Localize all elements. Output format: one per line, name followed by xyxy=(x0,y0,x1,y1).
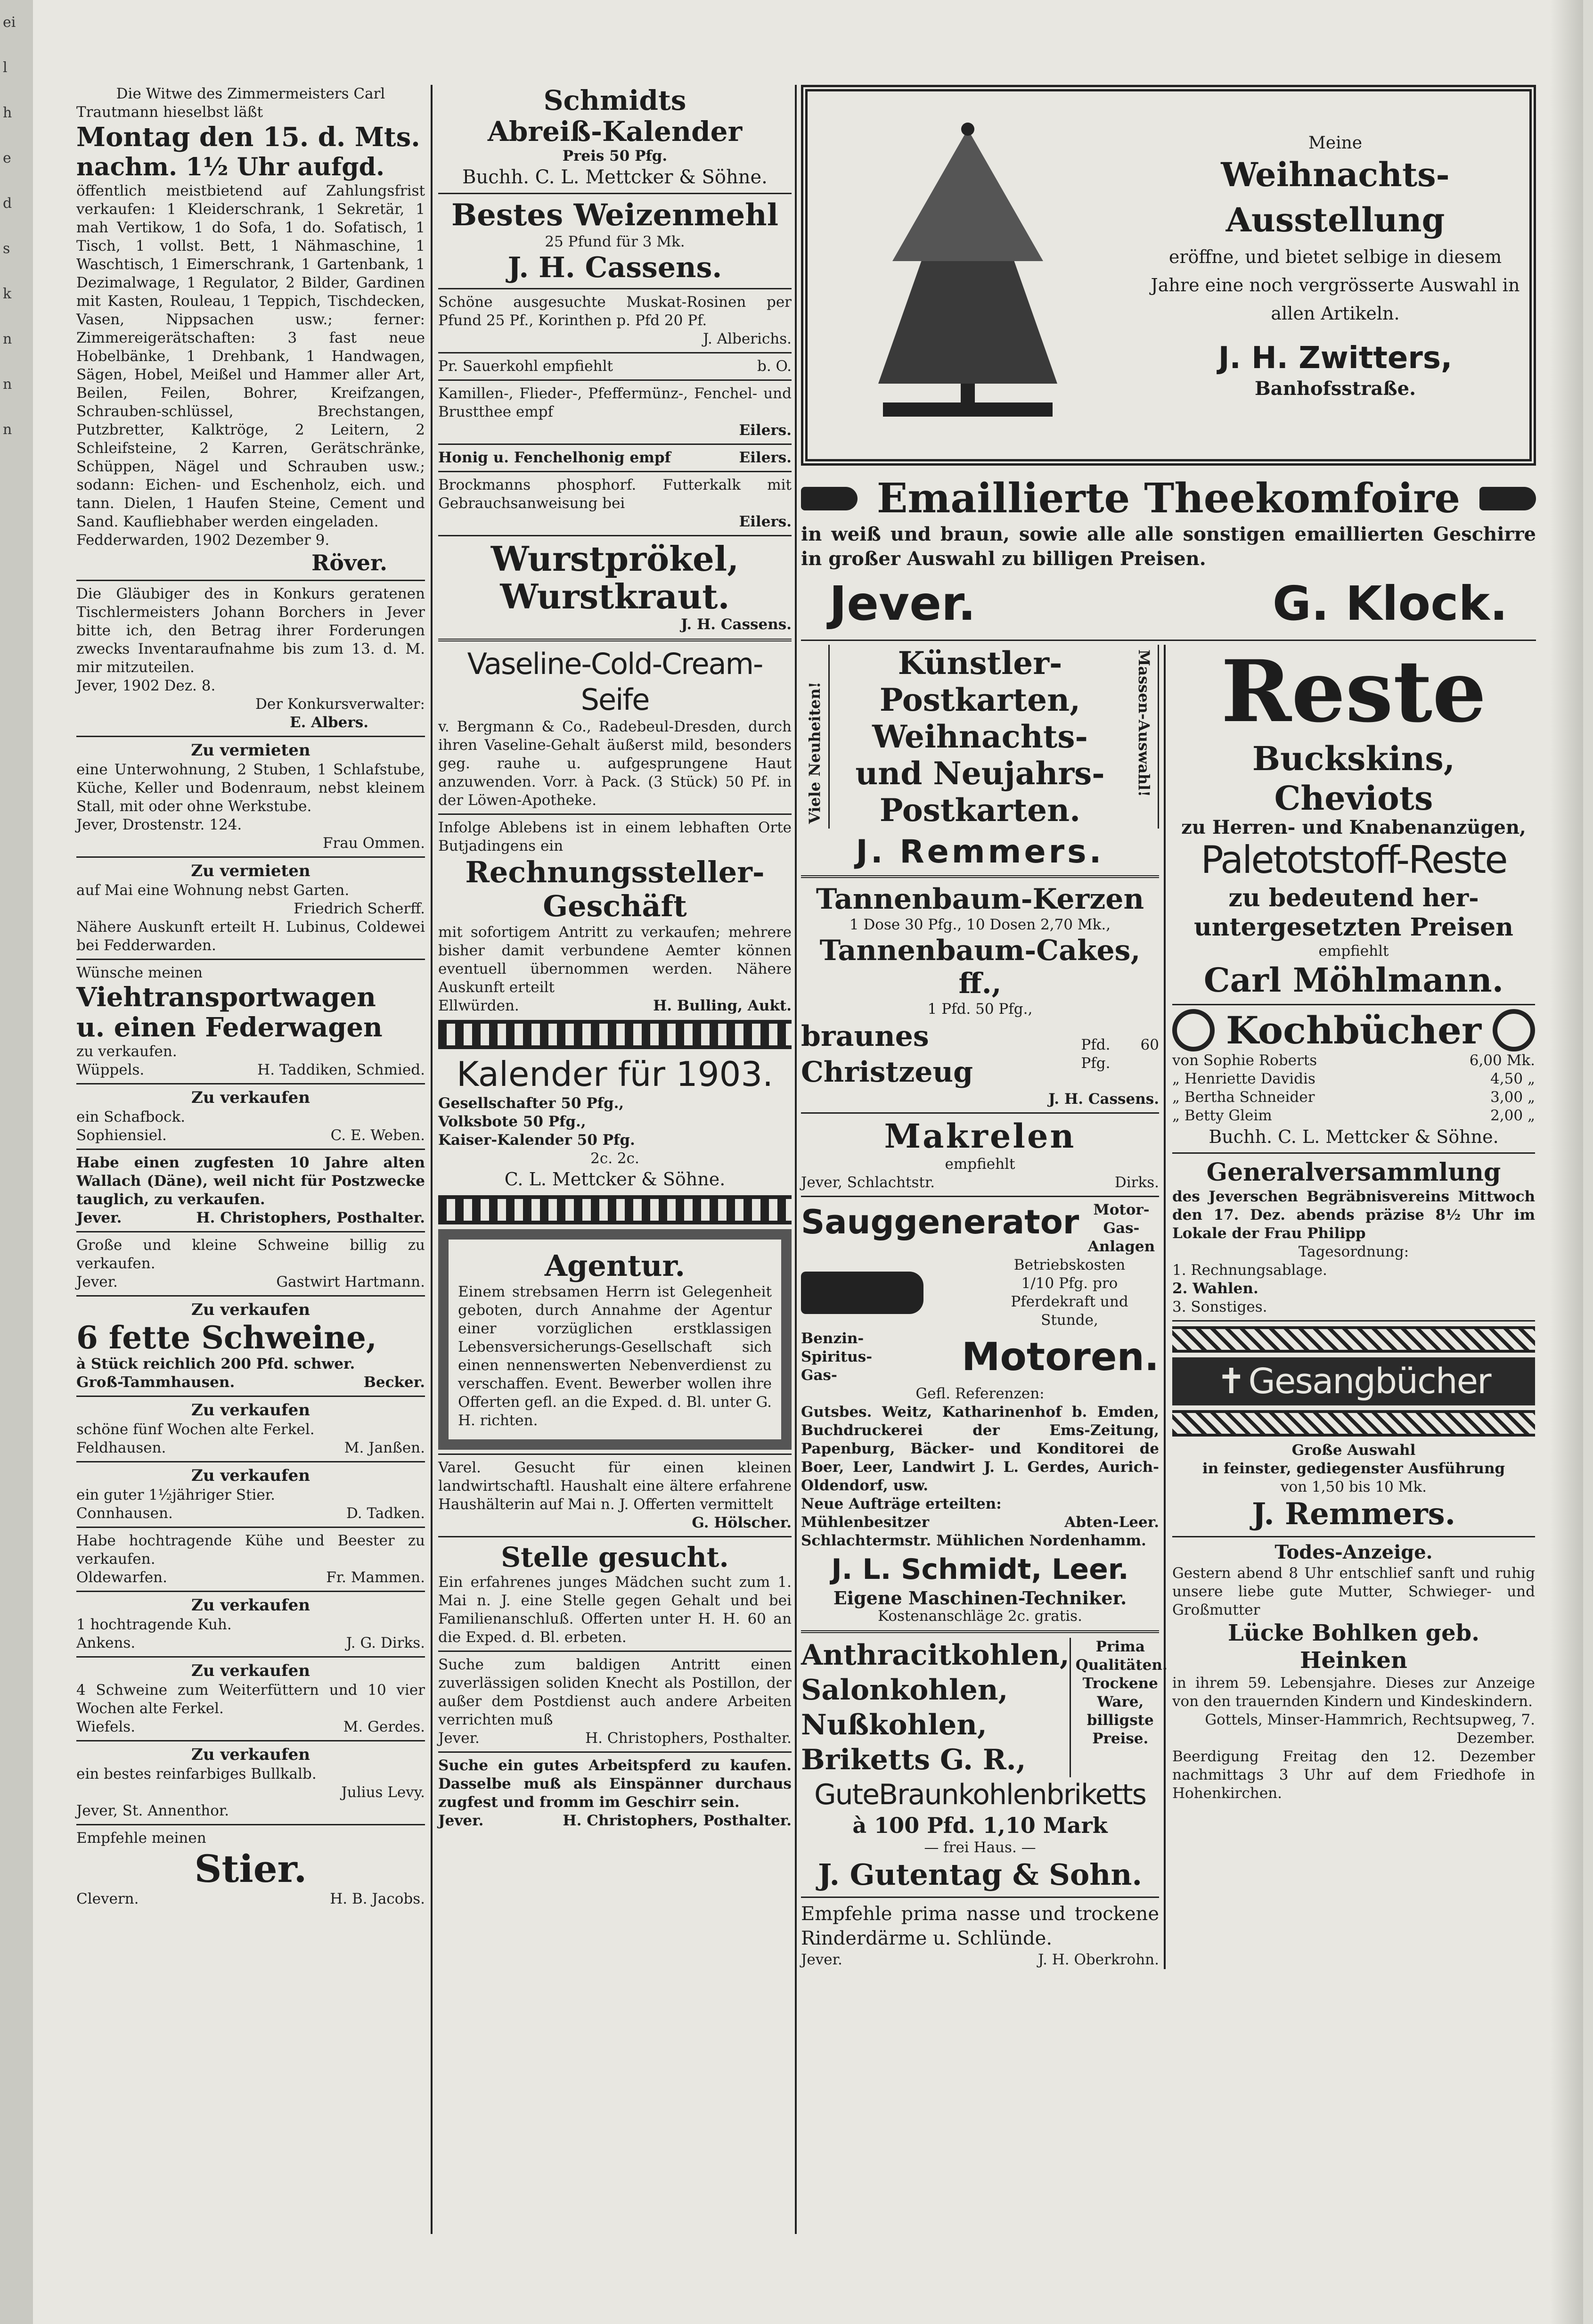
ad-title: Agentur. xyxy=(544,1248,686,1283)
ad-signature: J. H. Oberkrohn. xyxy=(1038,1951,1159,1968)
ad-sidebar: Prima Qualitäten. xyxy=(1075,1638,1168,1674)
ad-heading: Zu vermieten xyxy=(191,741,310,760)
ad-body: 4 Schweine zum Weiterfüttern und 10 vier Wochen alte Ferkel. xyxy=(76,1682,425,1717)
ad-body: eröffne, und bietet selbige in diesem Jahre eine noch vergrösserte Auswahl in allen Artikeln. xyxy=(1151,246,1520,324)
rosette-icon xyxy=(1172,1009,1215,1051)
ad-signature: J. H. Cassens. xyxy=(1048,1091,1159,1108)
ad-signature: J. Gutentag & Sohn. xyxy=(817,1857,1143,1892)
ad-signature: H. Christophers, Posthalter. xyxy=(585,1730,792,1747)
ornament-border xyxy=(1172,1326,1535,1353)
item-price: 2,00 „ xyxy=(1490,1107,1535,1124)
ad-heading: Zu verkaufen xyxy=(191,1401,310,1420)
ad-signature: Eilers. xyxy=(739,422,792,439)
ad-text: Wünsche meinen xyxy=(76,964,203,981)
ad-place: Jever. xyxy=(438,1812,484,1829)
ad-signature: Julius Levy. xyxy=(341,1784,425,1801)
horse-wanted-ad xyxy=(438,1757,792,1830)
ad-title: Gesangbücher xyxy=(1248,1361,1491,1402)
sale-ad xyxy=(76,1401,425,1457)
ad-place: Jever. xyxy=(801,1951,842,1968)
ad-item: Gesellschafter 50 Pfg., xyxy=(438,1095,624,1112)
right-half xyxy=(801,85,1536,1969)
ad-title: Anthracitkohlen, xyxy=(801,1639,1070,1672)
ad-place: Connhausen. xyxy=(76,1505,173,1522)
cookbook-ad xyxy=(1172,1009,1535,1149)
column-2 xyxy=(438,85,792,1830)
ad-signature: Fr. Mammen. xyxy=(326,1569,425,1586)
ad-price: 1 Pfd. 50 Pfg., xyxy=(927,1001,1033,1018)
ad-signature: Röver. xyxy=(311,550,387,575)
pig-sale-ad xyxy=(76,1300,425,1392)
ad-title: Abreiß-Kalender xyxy=(487,115,743,148)
pointing-hand-icon xyxy=(801,1272,923,1314)
ad-signature: J. Remmers. xyxy=(1252,1496,1455,1532)
ad-title: Wurstkraut. xyxy=(500,576,730,616)
ad-text: Meine xyxy=(1308,133,1363,153)
ad-text: Kostenanschläge 2c. gratis. xyxy=(878,1608,1082,1625)
ad-body: Varel. Gesucht für einen kleinen landwirtschaftl. Haushalt eine ältere erfahrene Haushälterin auf Mai n. J. Offerten vermittelt xyxy=(438,1459,792,1513)
ad-body: in ihrem 59. Lebensjahre. Dieses zur Anzeige von den trauernden Kindern und Kindeskindern. xyxy=(1172,1675,1535,1710)
ad-title: Todes-Anzeige. xyxy=(1274,1541,1433,1563)
business-ad xyxy=(438,819,792,1015)
ad-price: 1 Dose 30 Pfg., 10 Dosen 2,70 Mk., xyxy=(849,916,1111,933)
list-item xyxy=(1172,1107,1535,1125)
ad-text: zu Herren- und Knabenanzügen, xyxy=(1181,816,1526,838)
ad-place: Wiefels. xyxy=(76,1718,136,1735)
postcard-ad xyxy=(801,645,1159,829)
ad-body: v. Bergmann & Co., Radebeul-Dresden, durch ihren Vaseline-Gehalt äußerst mild, besonders geg. rauhe u. aufgesprungene Haut anzuwenden. Vorr. à Pack. (3 Stück) 50 Pf. in der Löwen-Apotheke. xyxy=(438,718,792,809)
ad-signature: G. Hölscher. xyxy=(692,1514,792,1531)
margin-glyph: n xyxy=(3,421,12,438)
ad-body: Honig u. Fenchelhonig empf xyxy=(438,449,671,466)
ad-text: Eigene Maschinen-Techniker. xyxy=(833,1587,1127,1609)
ad-title: Schmidts xyxy=(543,84,686,116)
ad-title: Salonkohlen, xyxy=(801,1674,1008,1707)
ad-text: Empfehle meinen xyxy=(76,1830,206,1847)
ad-title: Viehtransportwagen xyxy=(76,982,376,1013)
ad-place: Wüppels. xyxy=(76,1061,145,1078)
ad-title: Tannenbaum-Cakes, ff., xyxy=(819,934,1141,1000)
column-rule xyxy=(431,85,433,2234)
ad-body: Suche zum baldigen Antritt einen zuverlässigen soliden Knecht als Postillon, der außer dem Postdienst auch andere Arbeiten verrichten muß xyxy=(438,1656,792,1728)
ad-item: 2c. 2c. xyxy=(590,1150,639,1167)
ad-body: Brockmanns phosphorf. Futterkalk mit Gebrauchsanweisung bei xyxy=(438,476,792,512)
ad-body: Pr. Sauerkohl empfiehlt xyxy=(438,358,613,375)
ad-signature: C. E. Weben. xyxy=(330,1127,425,1144)
sale-ad xyxy=(76,1088,425,1145)
ad-heading: Zu verkaufen xyxy=(191,1466,310,1485)
tea-ad xyxy=(438,385,792,440)
ad-text: Benzin- Spiritus- Gas- xyxy=(801,1330,873,1384)
ad-title: Wurstprökel, xyxy=(490,539,739,579)
ad-sidebar: Massen-Auswahl! xyxy=(1130,645,1159,829)
ad-heading: Zu verkaufen xyxy=(191,1745,310,1764)
ad-body: 1 hochtragende Kuh. xyxy=(76,1616,232,1633)
ad-signature: Buchh. C. L. Mettcker & Söhne. xyxy=(1209,1126,1499,1147)
ad-body: Große und kleine Schweine billig zu verkaufen. xyxy=(76,1237,425,1272)
ad-sidebar: Motor-Gas-Anlagen xyxy=(1087,1201,1155,1255)
sale-ad xyxy=(76,1661,425,1736)
job-wanted-ad xyxy=(438,1541,792,1647)
ad-signature: J. G. Dirks. xyxy=(346,1634,425,1651)
ad-title: Motoren. xyxy=(961,1335,1159,1380)
ad-title: u. einen Federwagen xyxy=(76,1012,383,1043)
ad-title: braunes Christzeug xyxy=(801,1020,973,1089)
item-price: 4,50 „ xyxy=(1490,1070,1535,1087)
ad-title: Weihnachts- xyxy=(872,718,1088,755)
ad-body: Empfehle prima nasse und trockene Rinderdärme u. Schlünde. xyxy=(801,1903,1159,1949)
ad-body: Gestern abend 8 Uhr entschlief sanft und ruhig unsere liebe gute Mutter, Schwieger- und Großmutter xyxy=(1172,1565,1535,1618)
ad-place: Clevern. xyxy=(76,1890,139,1907)
ad-title: Tannenbaum-Kerzen xyxy=(816,883,1144,916)
ad-place: Feldhausen. xyxy=(76,1439,166,1456)
ad-body: Einem strebsamen Herrn ist Gelegenheit geboten, durch Annahme der Agentur einer vorzüglichen erstklassigen Lebensversicherungs-Gesellschaft sich einen nennenswerten Nebenverdienst zu verschaffen. Event. Bewerber wollen ihre Offerten gefl. an die Exped. d. Bl. unter G. H. richten. xyxy=(458,1283,772,1429)
ad-title: 6 fette Schweine, xyxy=(76,1319,377,1356)
ad-place: Jever. xyxy=(829,576,976,631)
ad-text: Die Witwe des Zimmermeisters Carl xyxy=(116,85,385,102)
sale-ad xyxy=(76,1596,425,1652)
ad-title: Makrelen xyxy=(884,1117,1076,1156)
list-item xyxy=(1172,1070,1535,1088)
coal-ad xyxy=(801,1638,1168,1893)
general-meeting-ad xyxy=(1172,1158,1535,1316)
ad-body: öffentlich meistbietend auf Zahlungsfrist verkaufen: 1 Kleiderschrank, 1 Sekretär, 1 mah Vertikow, 1 do Sofa, 1 do. Sofatisch, 1 Tisch, 1 vollst. Bett, 1 Nähmaschine, 1 Waschtisch, 1 Eimerschrank, 1 Gartenbank, 1 Dezimalwage, 1 Regulator, 2 Bilder, Gardinen mit Kasten, Rouleau, 1 Teppich, Tischdecken, Vasen, Nippsachen usw.; ferner: Zimmereigerätschaften: 3 fast neue Hobelbänke, 1 Drehbank, 1 Handwagen, Sägen, Hobel, Meißel und Hammer aller Art, Beilen, Feilen, Bohrer, Kreifzangen, Schrauben-schlüssel, Brechstangen, Putzbretter, Kalktröge, 2 Leitern, 2 Schleifsteine, 2 Karren, Gerätschränke, Schüppen, Nägel und Schrauben usw.; sodann: Eichen- und Eschenholz, eich. und tann. Dielen, 1 Haufen Steine, Cement und Sand. Kaufliebhaber werden eingeladen. xyxy=(76,182,425,530)
ad-signature: Eilers. xyxy=(739,513,792,530)
ad-signature: Eilers. xyxy=(739,449,792,466)
auction-time: nachm. 1½ Uhr aufgd. xyxy=(76,153,385,181)
margin-glyph: ei xyxy=(3,14,16,31)
ad-body: in weiß und braun, sowie alle alle sonstigen emaillierten Geschirre in großer Auswahl zu billigen Preisen. xyxy=(801,523,1536,570)
ad-text: zu verkaufen. xyxy=(76,1043,177,1060)
ad-signature: Carl Möhlmann. xyxy=(1203,961,1504,1000)
pointing-hand-icon xyxy=(801,487,858,510)
ad-price: à 100 Pfd. 1,10 Mark xyxy=(852,1813,1108,1838)
ad-text: von 1,50 bis 10 Mk. xyxy=(1280,1478,1427,1495)
ad-body: 25 Pfund für 3 Mk. xyxy=(545,233,685,250)
housekeeper-ad xyxy=(438,1459,792,1532)
ad-address: Banhofsstraße. xyxy=(1254,378,1416,400)
ad-signature: J. L. Schmidt, Leer. xyxy=(831,1553,1129,1586)
ad-price: Preis 50 Pfg. xyxy=(562,148,668,164)
margin-glyph: e xyxy=(3,150,11,166)
christmas-tree-icon xyxy=(826,120,1109,431)
ad-title: Postkarten, xyxy=(879,682,1081,718)
honey-ad xyxy=(438,449,792,467)
ad-price: Pfd. 60 Pfg. xyxy=(1081,1036,1159,1072)
ad-heading: Zu verkaufen xyxy=(191,1300,310,1319)
ad-signature: E. Albers. xyxy=(289,714,368,731)
ad-body: Gutsbes. Weitz, Katharinenhof b. Emden, Buchdruckerei der Ems-Zeitung, Papenburg, Bäcker- und Konditorei de Boer, Leer, Landwirt J. L. Gerdes, Aurich-Oldendorf, usw. xyxy=(801,1404,1159,1494)
generator-ad xyxy=(801,1201,1159,1626)
ad-title: und Neujahrs- xyxy=(855,755,1105,792)
soap-ad xyxy=(438,646,792,810)
item-price: 6,00 Mk. xyxy=(1469,1052,1535,1069)
remnants-ad xyxy=(1172,642,1535,1000)
ad-place: Jever, 1902 Dez. 8. xyxy=(76,677,216,694)
mackerel-ad xyxy=(801,1117,1159,1192)
ad-body: des Jeverschen Begräbnisvereins Mittwoch den 17. Dez. abends präzise 8½ Uhr im Lokale der Frau Philipp xyxy=(1172,1188,1535,1242)
margin-glyph: h xyxy=(3,105,12,121)
ad-item: Kaiser-Kalender 50 Pfg. xyxy=(438,1132,635,1149)
item-name: „ Henriette Davidis xyxy=(1172,1070,1315,1087)
ad-text: Trautmann hieselbst läßt xyxy=(76,104,263,121)
ad-body: Mühlenbesitzer Abten-Leer. Schlachtermstr. Mühlichen Nordenhamm. xyxy=(801,1514,1159,1549)
ad-signature: H. Christophers, Posthalter. xyxy=(196,1209,425,1226)
sausage-ad xyxy=(438,540,792,634)
ad-body: Die Gläubiger des in Konkurs geratenen Tischlermeisters Johann Borchers in Jever bitte ich, den Betrag ihrer Forderungen zwecks Inventaraufnahme bis zum 13. d. M. mir mitzuteilen. xyxy=(76,585,425,676)
newspaper-page xyxy=(33,0,1583,2324)
ad-heading: Zu verkaufen xyxy=(191,1661,310,1680)
ad-text: untergesetzten Preisen xyxy=(1194,913,1513,942)
ad-title: Kalender für 1903. xyxy=(456,1054,774,1094)
rosette-icon xyxy=(1493,1009,1535,1051)
raisin-ad xyxy=(438,293,792,348)
ad-text: Tagesordnung: xyxy=(1298,1243,1409,1260)
ad-body: eine Unterwohnung, 2 Stuben, 1 Schlafstube, Küche, Keller und Bodenraum, nebst kleinem Stall, mit oder ohne Werkstube. xyxy=(76,761,425,815)
ad-signature: C. L. Mettcker & Söhne. xyxy=(504,1169,726,1190)
ad-role: Der Konkursverwalter: xyxy=(255,696,425,713)
ad-heading: Zu verkaufen xyxy=(191,1596,310,1615)
previous-page-margin xyxy=(0,0,36,2324)
item-name: von Sophie Roberts xyxy=(1172,1052,1317,1069)
ad-body: Kamillen-, Flieder-, Pfeffermünz-, Fenchel- und Brustthee empf xyxy=(438,385,792,420)
auction-date: Montag den 15. d. Mts. xyxy=(76,122,420,153)
ad-body: auf Mai eine Wohnung nebst Garten. xyxy=(76,882,350,899)
margin-glyph: k xyxy=(3,286,12,302)
calendar-ad xyxy=(438,85,792,189)
ad-title: Paletotstoff-Reste xyxy=(1201,838,1507,882)
ad-signature: b. O. xyxy=(757,358,792,375)
ad-place: Jever, St. Annenthor. xyxy=(76,1802,229,1819)
agency-ad xyxy=(438,1229,792,1450)
margin-glyph: l xyxy=(3,59,8,76)
ad-title: Künstler- xyxy=(898,645,1062,682)
right-subcolumn xyxy=(1166,642,1535,1969)
ad-place: Jever, Drostenstr. 124. xyxy=(76,816,242,833)
ad-place: Jever. xyxy=(438,1730,480,1747)
feed-ad xyxy=(438,476,792,531)
tea-urn-ad xyxy=(801,475,1536,636)
item-name: „ Bertha Schneider xyxy=(1172,1089,1315,1106)
item-name: „ Betty Gleim xyxy=(1172,1107,1272,1124)
ad-place: Jever. xyxy=(76,1273,118,1290)
auction-ad xyxy=(76,85,425,576)
ad-signature: J. H. Cassens. xyxy=(681,616,792,633)
ad-title: Rechnungssteller- xyxy=(465,855,765,889)
ad-signature: Buchh. C. L. Mettcker & Söhne. xyxy=(462,166,768,188)
sauerkraut-ad xyxy=(438,357,792,376)
ad-note: Nähere Auskunft erteilt H. Lubinus, Coldewei bei Fedderwarden. xyxy=(76,919,425,954)
ad-title: Briketts G. R., xyxy=(801,1743,1026,1776)
ad-body: Suche ein gutes Arbeitspferd zu kaufen. Dasselbe muß als Einspänner durchaus zugfest und fromm im Geschirr sein. xyxy=(438,1757,792,1811)
ad-sidebar: Viele Neuheiten! xyxy=(801,645,830,829)
ad-signature: J. H. Zwitters, xyxy=(1218,341,1453,376)
ad-title: Sauggenerator xyxy=(801,1203,1079,1241)
list-item xyxy=(1172,1051,1535,1070)
cattle-ad xyxy=(76,1532,425,1587)
rental-ad xyxy=(76,741,425,853)
ad-sidebar: Trockene Ware, billigste Preise. xyxy=(1082,1675,1158,1747)
ad-place: Groß-Tammhausen. xyxy=(76,1374,235,1391)
horse-ad xyxy=(76,1154,425,1227)
ad-signature: Becker. xyxy=(363,1374,425,1391)
ad-body: schöne fünf Wochen alte Ferkel. xyxy=(76,1421,315,1438)
ad-title: Geschäft xyxy=(543,889,687,923)
ad-place: Ellwürden. xyxy=(438,997,519,1014)
ad-title: GuteBraunkohlenbriketts xyxy=(814,1778,1146,1811)
ad-body: Infolge Ablebens ist in einem lebhaften Orte Butjadingens ein xyxy=(438,819,792,854)
ad-signature: Gastwirt Hartmann. xyxy=(276,1273,425,1290)
bull-ad xyxy=(76,1829,425,1908)
margin-glyph: s xyxy=(3,240,10,257)
ad-place: Ankens. xyxy=(76,1634,136,1651)
ad-signature: H. B. Jacobs. xyxy=(330,1890,425,1907)
ad-text: in feinster, gediegenster Ausführung xyxy=(1202,1460,1505,1477)
christmas-exhibition-ad xyxy=(801,85,1536,466)
ornament-border xyxy=(438,1195,792,1224)
ad-body: Habe einen zugfesten 10 Jahre alten Wallach (Däne), weil nicht für Postzwecke tauglich, zu verkaufen. xyxy=(76,1154,425,1208)
ad-signature: H. Bulling, Aukt. xyxy=(653,997,792,1014)
ornament-border xyxy=(438,1020,792,1049)
item-price: 3,00 „ xyxy=(1490,1089,1535,1106)
ad-title: Buckskins, Cheviots xyxy=(1252,739,1455,818)
postillion-ad xyxy=(438,1656,792,1748)
ad-signature: G. Klock. xyxy=(1272,576,1508,631)
death-notice xyxy=(1172,1541,1535,1803)
ad-signature: D. Tadken. xyxy=(346,1505,425,1522)
ad-body: Schöne ausgesuchte Muskat-Rosinen per Pfund 25 Pf., Korinthen p. Pfd 20 Pf. xyxy=(438,294,792,329)
deceased-name: Lücke Bohlken geb. Heinken xyxy=(1228,1620,1479,1674)
ad-body: Ein erfahrenes junges Mädchen sucht zum 1. Mai n. J. eine Stelle gegen Gehalt und bei Familienanschluß. Offerten unter H. H. 60 an die Exped. d. Bl. erbeten. xyxy=(438,1574,792,1646)
ad-title: Generalversammlung xyxy=(1206,1158,1501,1187)
margin-glyph: n xyxy=(3,376,12,393)
creditor-notice xyxy=(76,585,425,732)
ad-title: Kochbücher xyxy=(1225,1008,1482,1052)
sale-ad xyxy=(76,1745,425,1820)
ad-place: Fedderwarden, 1902 Dezember 9. xyxy=(76,532,330,549)
ad-title: Reste xyxy=(1221,642,1487,741)
ad-body: mit sofortigem Antritt zu verkaufen; mehrere bisher damit verbundene Aemter können eventuell übernommen werden. Nähere Auskunft erteilt xyxy=(438,924,792,996)
ad-place: Gottels, Minser-Hammrich, Rechtsupweg, 7. Dezember. xyxy=(1205,1711,1535,1747)
ad-signature: M. Gerdes. xyxy=(343,1718,425,1735)
ad-text: Gefl. Referenzen: xyxy=(915,1385,1045,1402)
pointing-hand-icon xyxy=(1479,487,1536,510)
ad-item: Volksbote 50 Pfg., xyxy=(438,1113,586,1130)
ad-title: Vaseline-Cold-Cream-Seife xyxy=(467,647,763,717)
column-rule xyxy=(795,85,797,2234)
ad-title: Nußkohlen, xyxy=(801,1708,987,1741)
ad-signature: Dirks. xyxy=(1114,1174,1159,1191)
flour-ad xyxy=(438,198,792,284)
ad-place: Jever. xyxy=(76,1209,122,1226)
ad-title: Emaillierte Theekomfoire xyxy=(876,475,1461,522)
ad-signature: J. Remmers. xyxy=(856,833,1104,870)
ad-signature: H. Christophers, Posthalter. xyxy=(563,1812,792,1829)
column-1 xyxy=(76,85,425,1908)
ad-place: Sophiensiel. xyxy=(76,1127,167,1144)
ad-title: Postkarten. xyxy=(879,792,1081,829)
ad-heading: Zu vermieten xyxy=(191,862,310,880)
margin-glyph: d xyxy=(3,195,12,212)
ad-text: Neue Aufträge erteilten: xyxy=(801,1495,1002,1512)
rental-ad xyxy=(76,862,425,955)
casings-ad xyxy=(801,1902,1159,1969)
ad-signature: J. H. Cassens. xyxy=(507,251,722,284)
ad-text: 1/10 Pfg. pro Pferdekraft und Stunde, xyxy=(1011,1275,1128,1329)
ad-signature: J. Alberichs. xyxy=(703,330,792,347)
ad-heading: Zu verkaufen xyxy=(191,1088,310,1107)
ad-title: Stelle gesucht. xyxy=(501,1541,729,1573)
ad-body: à Stück reichlich 200 Pfd. schwer. xyxy=(76,1355,355,1372)
calendar-1903-ad xyxy=(438,1054,792,1191)
ad-text: empfiehlt xyxy=(1318,943,1389,960)
ad-place: Jever, Schlachtstr. xyxy=(801,1174,935,1191)
hymnal-ad xyxy=(1172,1326,1535,1532)
ad-place: Oldewarfen. xyxy=(76,1569,167,1586)
ad-body: ein guter 1½jähriger Stier. xyxy=(76,1486,276,1503)
ornament-border xyxy=(1172,1410,1535,1437)
ad-signature: Frau Ommen. xyxy=(323,835,425,852)
ad-title: Weihnachts-Ausstellung xyxy=(1221,155,1450,239)
pig-ad xyxy=(76,1236,425,1291)
ad-signature: Friedrich Scherff. xyxy=(294,900,425,917)
ad-body: Beerdigung Freitag den 12. Dezember nachmittags 3 Uhr auf dem Friedhofe in Hohenkirchen. xyxy=(1172,1748,1535,1802)
agenda-item: 2. Wahlen. xyxy=(1172,1280,1258,1297)
tree-candles-ad xyxy=(801,883,1159,1109)
agenda-item: 3. Sonstiges. xyxy=(1172,1298,1267,1315)
ad-text: empfiehlt xyxy=(945,1156,1015,1173)
ad-title: Bestes Weizenmehl xyxy=(451,197,778,233)
margin-glyph: n xyxy=(3,331,12,347)
ad-body: ein Schafbock. xyxy=(76,1109,186,1125)
agenda-item: 1. Rechnungsablage. xyxy=(1172,1262,1327,1279)
cross-icon: ✝ xyxy=(1217,1361,1246,1402)
ad-text: Große Auswahl xyxy=(1291,1442,1416,1459)
ad-text: zu bedeutend her- xyxy=(1228,884,1479,912)
ad-text: — frei Haus. — xyxy=(924,1839,1036,1856)
wagon-ad xyxy=(76,964,425,1079)
ad-text: Betriebskosten xyxy=(1013,1256,1126,1273)
ad-title: Stier. xyxy=(194,1847,307,1891)
list-item xyxy=(1172,1088,1535,1107)
ad-body: Habe hochtragende Kühe und Beester zu verkaufen. xyxy=(76,1532,425,1568)
sale-ad xyxy=(76,1466,425,1523)
ad-signature: H. Taddiken, Schmied. xyxy=(257,1061,425,1078)
ad-body: ein bestes reinfarbiges Bullkalb. xyxy=(76,1766,317,1782)
left-subcolumn xyxy=(801,645,1166,1969)
ad-signature: M. Janßen. xyxy=(344,1439,425,1456)
